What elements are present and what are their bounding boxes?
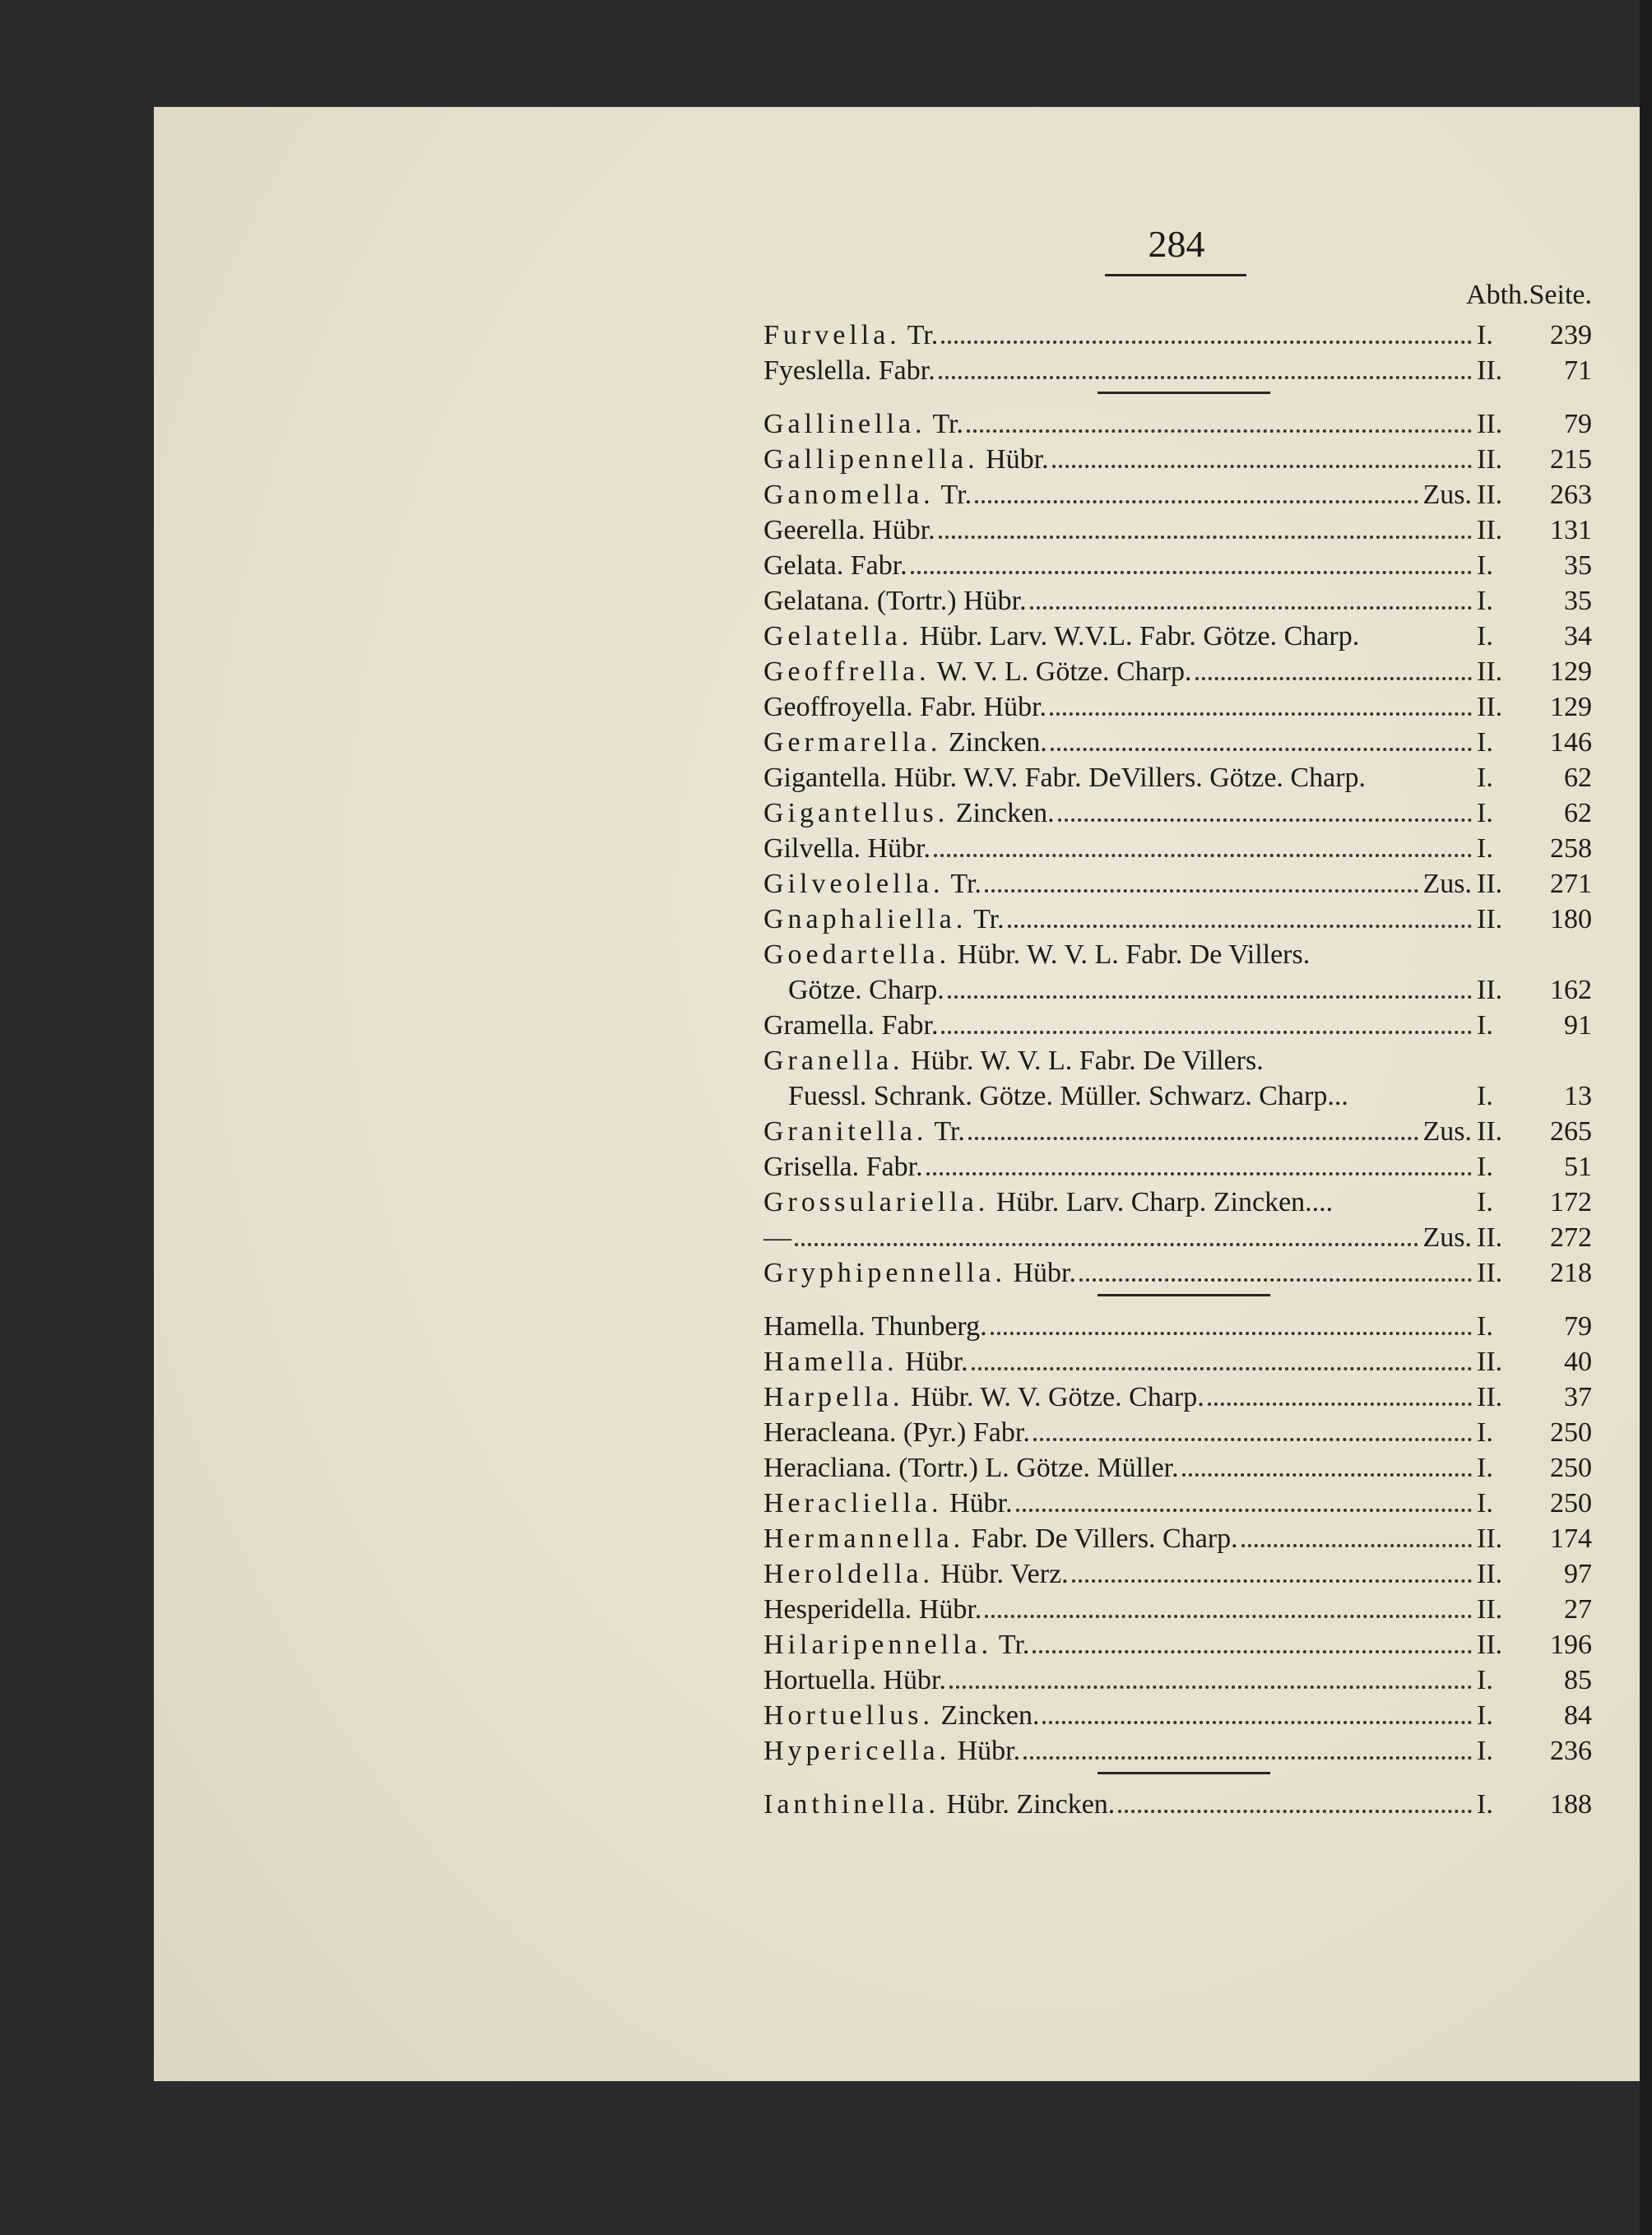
entry-authors: Zincken. [949,798,1055,828]
index-list [763,318,1592,1822]
entry-species: Geerella. [763,515,865,545]
entry-authors: Zincken. [941,727,1047,758]
entry-seite: 91 [1564,1010,1592,1041]
entry-seite: 40 [1564,1347,1592,1377]
index-entry [763,1309,1592,1344]
dot-leader [1195,677,1472,680]
column-header-abth: Abth. [1466,280,1529,310]
entry-abth: I. [1477,1488,1493,1519]
entry-abth: II. [1477,904,1503,934]
entry-name [763,1698,1039,1733]
entry-authors: Hübr. [875,1665,946,1695]
entry-authors: Hübr. [1006,1258,1076,1288]
section-divider [763,388,1592,406]
dot-leader [795,1243,1418,1246]
entry-name [763,442,1049,477]
entry-supplement: Zus. [1422,869,1472,899]
dot-leader [1241,1544,1472,1547]
entry-authors: (Tortr.) Hübr. [870,586,1027,616]
dot-leader [1052,465,1472,468]
entry-species: Hesperidella. [763,1594,912,1625]
entry-species: Granella. [763,1046,904,1076]
index-entry [763,353,1592,388]
entry-species: Goedartella. [763,939,951,970]
entry-species: Geoffroyella. [763,692,913,722]
entry-abth: I. [1477,1311,1493,1342]
entry-authors: Tr. [927,1116,965,1147]
entry-seite: 129 [1550,692,1592,722]
entry-name [763,866,981,902]
index-entry [763,1379,1592,1415]
entry-species: Hortuella. [763,1665,876,1695]
index-entry [763,477,1592,512]
entry-abth: II. [1477,1559,1503,1589]
dot-leader [972,1367,1472,1370]
entry-abth: II. [1477,409,1503,439]
entry-name [763,1220,791,1255]
entry-species: Gilvella. [763,833,861,864]
entry-species: Furvella. [763,320,901,350]
index-entry [763,866,1592,902]
entry-name [763,689,1046,725]
dot-leader [1032,1650,1472,1653]
entry-seite: 218 [1550,1258,1592,1288]
dot-leader [1008,925,1472,928]
index-entry [763,1344,1592,1379]
index-entry [763,1255,1592,1291]
entry-name [763,760,1366,795]
entry-species: Heroldella. [763,1559,934,1589]
entry-authors: Hübr. Zincken. [939,1789,1116,1820]
entry-authors: Fabr. [875,1010,939,1041]
index-entry [763,1733,1592,1769]
entry-authors: W. V. L. Götze. Charp. [930,656,1192,687]
entry-seite: 84 [1564,1700,1592,1731]
index-entry [763,1592,1592,1627]
entry-seite: 265 [1550,1116,1592,1147]
entry-abth: II. [1477,692,1503,722]
entry-species: Gelatana. [763,586,870,616]
entry-abth: II. [1477,1523,1503,1554]
entry-abth: I. [1477,1081,1493,1111]
index-entry [763,1149,1592,1185]
entry-seite: 250 [1550,1417,1592,1448]
section-divider [763,1769,1592,1787]
index-entry [763,654,1592,689]
entry-name [763,831,930,866]
entry-authors: Hübr. [861,833,931,864]
entry-seite: 188 [1550,1789,1592,1820]
entry-name [763,512,935,548]
index-entry [763,1220,1592,1255]
entry-seite: 272 [1550,1222,1592,1253]
dot-leader [1058,818,1472,822]
entry-seite: 62 [1564,763,1592,793]
entry-authors: Hübr. [978,444,1049,475]
entry-name [763,725,1047,760]
entry-species: Gnaphaliella. [763,904,968,934]
dot-leader [1033,1438,1472,1441]
entry-authors: Hübr. [898,1347,968,1377]
dot-leader [939,376,1472,379]
entry-seite: 85 [1564,1665,1592,1695]
entry-name [763,1078,1348,1114]
entry-abth: I. [1477,1152,1493,1182]
entry-species: Heracliella. [763,1488,943,1519]
entry-authors: Tr. [967,904,1005,934]
index-entry [763,406,1592,442]
entry-species: Gryphipennella. [763,1258,1006,1288]
entry-name [763,1309,987,1344]
entry-authors: (Tortr.) L. Götze. Müller. [891,1453,1179,1483]
entry-species: Gelata. [763,550,844,581]
dot-leader [1023,1756,1472,1760]
entry-authors: Hübr. [865,515,935,545]
entry-name [763,1787,1115,1822]
dot-leader [1208,1403,1472,1406]
index-entry [763,795,1592,831]
section-divider [763,1291,1592,1309]
entry-authors: Fuessl. Schrank. Götze. Müller. Schwarz. Charp... [788,1081,1348,1111]
entry-authors: Fabr. [859,1152,923,1182]
dot-leader [926,1172,1472,1175]
entry-name [763,1379,1204,1415]
index-entry [763,1627,1592,1662]
index-entry [763,1787,1592,1822]
entry-species: Gramella. [763,1010,875,1041]
dot-leader [941,341,1472,344]
index-entry [763,1008,1592,1043]
index-entry [763,318,1592,353]
index-entry [763,1521,1592,1556]
entry-abth: I. [1477,1665,1493,1695]
entry-species: Hilaripennella. [763,1630,992,1660]
entry-name [763,406,963,442]
entry-authors: Hübr. W.V. Fabr. DeVillers. Götze. Charp. [887,763,1367,793]
entry-species: Hermannella. [763,1523,965,1554]
entry-seite: 271 [1550,869,1592,899]
entry-species: Gelatella. [763,621,913,651]
entry-name [763,1627,1029,1662]
entry-species: Grossulariella. [763,1187,990,1217]
entry-supplement: Zus. [1422,1222,1472,1253]
entry-authors: Fabr. De Villers. Charp. [964,1523,1238,1554]
dot-leader [967,429,1472,433]
entry-abth: I. [1477,621,1493,651]
page-number-rule [1105,274,1246,276]
entry-abth: I. [1477,550,1493,581]
entry-abth: I. [1477,833,1493,864]
entry-species: Gallinella. [763,409,926,439]
dot-leader [939,536,1472,539]
entry-name [763,1114,965,1149]
entry-species: Geoffrella. [763,656,930,687]
index-entry [763,689,1592,725]
index-entry [763,937,1592,972]
index-entry [763,548,1592,583]
entry-authors: Hübr. [950,1736,1021,1766]
entry-species: Hortuellus. [763,1700,935,1731]
entry-authors: Hübr. Larv. Charp. Zincken.... [989,1187,1334,1217]
entry-authors: Fabr. [871,355,935,386]
entry-seite: 131 [1550,515,1592,545]
index-entry [763,902,1592,937]
entry-seite: 71 [1564,355,1592,386]
entry-species: Ianthinella. [763,1789,940,1820]
index-entry [763,831,1592,866]
entry-abth: I. [1477,1789,1493,1820]
entry-name [763,972,944,1008]
dot-leader [1072,1579,1472,1583]
entry-seite: 146 [1550,727,1592,758]
entry-abth: II. [1477,1222,1503,1253]
entry-seite: 79 [1564,409,1592,439]
entry-seite: 51 [1564,1152,1592,1182]
book-spine-edge [1640,0,1652,2235]
entry-species: — [763,1222,791,1253]
entry-supplement: Zus. [1422,480,1472,510]
entry-abth: I. [1477,1453,1493,1483]
entry-species: Fyeslella. [763,355,872,386]
entry-authors: Zincken. [934,1700,1040,1731]
entry-abth: I. [1477,1736,1493,1766]
entry-authors: Götze. Charp. [788,975,944,1005]
entry-authors: Tr. [991,1630,1030,1660]
entry-seite: 35 [1564,586,1592,616]
dot-leader [968,1137,1418,1140]
entry-name [763,353,935,388]
index-entry [763,1043,1592,1078]
entry-name [763,1592,981,1627]
entry-name [763,1415,1030,1450]
entry-seite: 172 [1550,1187,1592,1217]
entry-abth: II. [1477,480,1503,510]
entry-name [763,1344,968,1379]
entry-authors: Hübr. Larv. W.V.L. Fabr. Götze. Charp. [912,621,1360,651]
index-entry [763,1415,1592,1450]
entry-name [763,619,1359,654]
entry-seite: 215 [1550,444,1592,475]
dot-leader [985,889,1418,893]
dot-leader [1079,1278,1472,1282]
entry-name [763,1450,1179,1486]
entry-abth: II. [1477,1258,1503,1288]
entry-authors: (Pyr.) Fabr. [896,1417,1030,1448]
index-entry [763,583,1592,619]
entry-seite: 258 [1550,833,1592,864]
entry-authors: Tr. [926,409,963,439]
entry-seite: 62 [1564,798,1592,828]
entry-species: Harpella. [763,1382,904,1412]
dot-leader [975,500,1418,503]
entry-authors: Hübr. Verz. [934,1559,1069,1589]
entry-name [763,1185,1333,1220]
entry-species: Grisella. [763,1152,860,1182]
dot-leader [948,995,1472,999]
index-entry [763,512,1592,548]
entry-species: Heracliana. [763,1453,892,1483]
entry-name [763,1255,1076,1291]
entry-authors: Hübr. W. V. L. Fabr. De Villers. [950,939,1311,970]
entry-seite: 196 [1550,1630,1592,1660]
page-number: 284 [1148,223,1205,265]
dot-leader [911,571,1472,574]
entry-name [763,548,907,583]
entry-species: Gilveolella. [763,869,944,899]
dot-leader [1118,1810,1472,1813]
entry-abth: II. [1477,869,1503,899]
entry-abth: I. [1477,763,1493,793]
entry-species: Germarella. [763,727,942,758]
entry-name [763,583,1027,619]
index-entry [763,442,1592,477]
entry-species: Hypericella. [763,1736,951,1766]
column-headers [1399,280,1592,311]
entry-name [763,1486,1013,1521]
entry-name [763,1149,923,1185]
entry-abth: I. [1477,798,1493,828]
entry-name [763,1662,946,1698]
entry-name [763,1521,1238,1556]
index-entry-continuation [763,972,1592,1008]
dot-leader [1051,748,1472,751]
entry-supplement: Zus. [1422,1116,1472,1147]
dot-leader [1182,1473,1472,1477]
entry-species: Hamella. [763,1347,898,1377]
entry-abth: II. [1477,975,1503,1005]
index-entry [763,619,1592,654]
entry-authors: Hübr. [942,1488,1013,1519]
dot-leader [1030,606,1472,610]
entry-name [763,1043,1264,1078]
entry-name [763,1733,1020,1769]
dot-leader [941,1031,1472,1034]
entry-abth: II. [1477,1116,1503,1147]
index-entry [763,1486,1592,1521]
entry-abth: I. [1477,1417,1493,1448]
index-entry [763,725,1592,760]
index-entry [763,1450,1592,1486]
dot-leader [1042,1721,1472,1724]
entry-seite: 27 [1564,1594,1592,1625]
entry-seite: 97 [1564,1559,1592,1589]
entry-species: Ganomella. [763,480,935,510]
entry-authors: Fabr. [843,550,907,581]
entry-abth: II. [1477,656,1503,687]
entry-abth: I. [1477,727,1493,758]
entry-species: Gigantella. [763,763,888,793]
index-entry [763,1662,1592,1698]
entry-seite: 180 [1550,904,1592,934]
index-entry [763,1556,1592,1592]
entry-seite: 35 [1564,550,1592,581]
index-entry [763,1114,1592,1149]
entry-abth: II. [1477,1347,1503,1377]
entry-seite: 13 [1564,1081,1592,1111]
entry-species: Gigantellus. [763,798,949,828]
entry-seite: 239 [1550,320,1592,350]
index-entry [763,760,1592,795]
entry-name [763,654,1192,689]
entry-name [763,937,1310,972]
entry-authors: Hübr. W. V. L. Fabr. De Villers. [903,1046,1264,1076]
entry-species: Hamella. [763,1311,865,1342]
entry-abth: II. [1477,1594,1503,1625]
entry-abth: II. [1477,1382,1503,1412]
dot-leader [991,1332,1472,1335]
entry-species: Heracleana. [763,1417,897,1448]
entry-seite: 79 [1564,1311,1592,1342]
entry-seite: 129 [1550,656,1592,687]
entry-authors: Thunberg. [865,1311,987,1342]
entry-abth: I. [1477,320,1493,350]
entry-abth: I. [1477,586,1493,616]
index-entry [763,1698,1592,1733]
entry-abth: II. [1477,1630,1503,1660]
entry-seite: 37 [1564,1382,1592,1412]
dot-leader [949,1686,1472,1689]
entry-seite: 162 [1550,975,1592,1005]
column-header-seite: Seite. [1529,280,1592,310]
entry-abth: I. [1477,1187,1493,1217]
entry-seite: 250 [1550,1488,1592,1519]
dot-leader [985,1615,1472,1618]
index-entry-continuation [763,1078,1592,1114]
entry-species: Gallipennella. [763,444,979,475]
entry-abth: I. [1477,1010,1493,1041]
entry-authors: Tr. [944,869,981,899]
entry-seite: 263 [1550,480,1592,510]
entry-name [763,477,972,512]
entry-abth: II. [1477,444,1503,475]
dot-leader [1050,712,1472,716]
entry-name [763,1008,938,1043]
entry-authors: Fabr. Hübr. [912,692,1047,722]
entry-authors: Tr. [900,320,939,350]
entry-species: Granitella. [763,1116,928,1147]
entry-abth: I. [1477,1700,1493,1731]
entry-seite: 34 [1564,621,1592,651]
entry-seite: 236 [1550,1736,1592,1766]
entry-authors: Hübr. [912,1594,982,1625]
index-entry [763,1185,1592,1220]
entry-seite: 250 [1550,1453,1592,1483]
dot-leader [1016,1509,1472,1512]
entry-seite: 174 [1550,1523,1592,1554]
entry-name [763,795,1055,831]
entry-abth: II. [1477,355,1503,386]
entry-authors: Hübr. W. V. Götze. Charp. [903,1382,1204,1412]
entry-abth: II. [1477,515,1503,545]
entry-name [763,1556,1069,1592]
entry-authors: Tr. [934,480,972,510]
entry-name [763,902,1005,937]
dot-leader [934,854,1472,857]
entry-name [763,318,938,353]
